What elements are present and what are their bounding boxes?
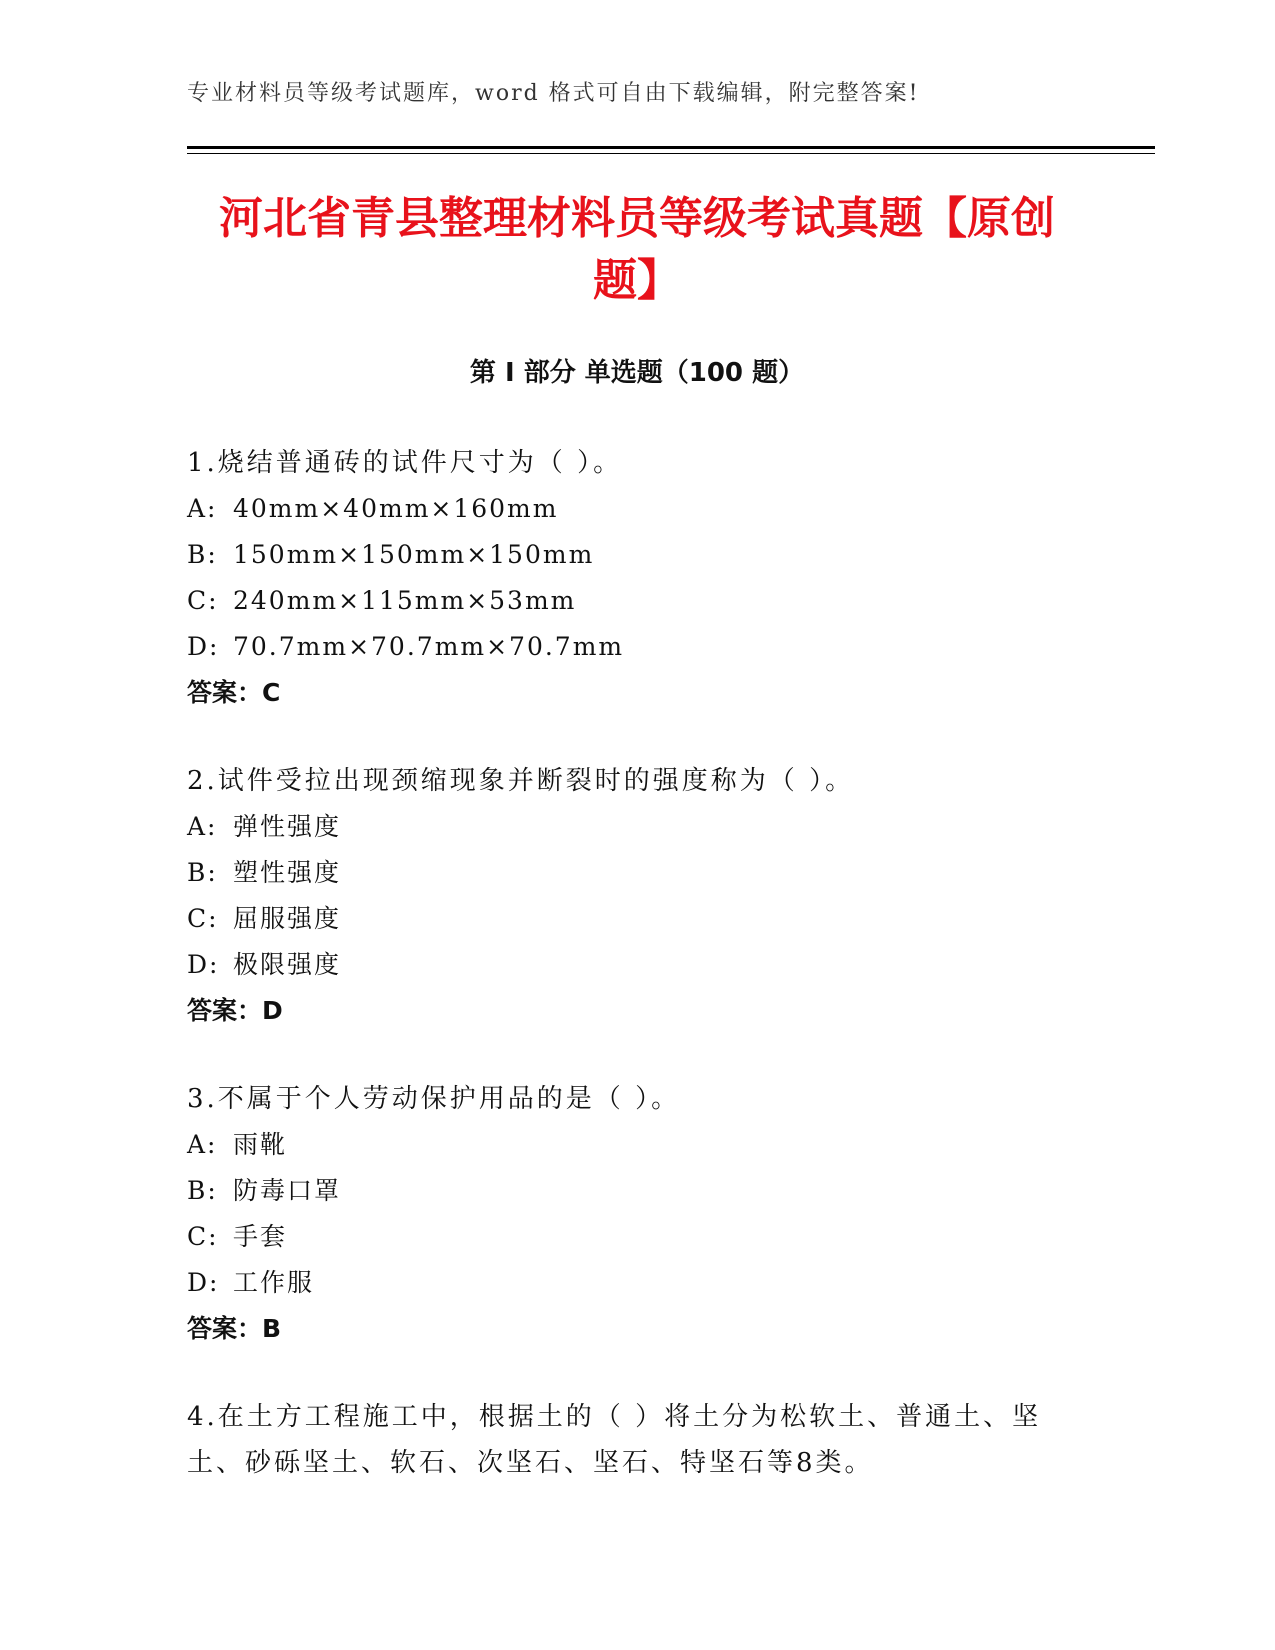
option-letter: D: (187, 950, 220, 979)
option-c (187, 1214, 1087, 1260)
header-rule-thin (187, 153, 1155, 154)
question-stem: 1.烧结普通砖的试件尺寸为（ ）。 (187, 448, 623, 478)
question-2 (187, 758, 1087, 1034)
question-stem: 2.试件受拉出现颈缩现象并断裂时的强度称为（ ）。 (187, 766, 855, 796)
option-b (187, 1168, 1087, 1214)
option-letter: B: (187, 1176, 218, 1205)
question-stem: 3.不属于个人劳动保护用品的是（ ）。 (187, 1084, 681, 1114)
header-rule-thick (187, 146, 1155, 149)
option-text: 弹性强度 (233, 812, 342, 841)
section-heading: 第 I 部分 单选题（100 题） (469, 358, 805, 388)
option-letter: A: (187, 1130, 218, 1159)
answer-line: 答案：B (187, 1314, 282, 1343)
option-c (187, 578, 1087, 624)
answer-line: 答案：D (187, 996, 283, 1025)
option-a (187, 1122, 1087, 1168)
option-c (187, 896, 1087, 942)
option-letter: C: (187, 1222, 219, 1251)
option-text: 工作服 (233, 1268, 315, 1297)
option-d (187, 1260, 1087, 1306)
option-text: 防毒口罩 (233, 1176, 342, 1205)
option-text: 雨靴 (233, 1130, 288, 1159)
option-text: 70.7mm×70.7mm×70.7mm (233, 632, 625, 661)
option-b (187, 850, 1087, 896)
option-d (187, 624, 1087, 670)
option-letter: D: (187, 632, 220, 661)
option-b (187, 532, 1087, 578)
document-title: 河北省青县整理材料员等级考试真题【原创题】 (219, 193, 1055, 306)
option-letter: C: (187, 586, 219, 615)
question-3 (187, 1076, 1087, 1352)
option-text: 40mm×40mm×160mm (233, 494, 559, 523)
option-text: 240mm×115mm×53mm (233, 586, 577, 615)
option-text: 手套 (233, 1222, 288, 1251)
answer-line: 答案：C (187, 678, 281, 707)
option-letter: B: (187, 858, 218, 887)
option-letter: C: (187, 904, 219, 933)
question-stem: 4.在土方工程施工中，根据土的（ ）将土分为松软土、普通土、坚土、砂砾坚土、软石、次坚石、坚石、特坚石等8类。 (187, 1402, 1042, 1478)
option-text: 极限强度 (233, 950, 342, 979)
option-text: 150mm×150mm×150mm (233, 540, 595, 569)
option-letter: D: (187, 1268, 220, 1297)
option-letter: A: (187, 812, 218, 841)
option-a (187, 486, 1087, 532)
option-a (187, 804, 1087, 850)
option-letter: A: (187, 494, 218, 523)
header-note: 专业材料员等级考试题库，word 格式可自由下载编辑，附完整答案! (187, 81, 920, 106)
question-4 (187, 1394, 1087, 1486)
question-1 (187, 440, 1087, 716)
option-text: 屈服强度 (233, 904, 342, 933)
option-letter: B: (187, 540, 218, 569)
option-text: 塑性强度 (233, 858, 342, 887)
option-d (187, 942, 1087, 988)
